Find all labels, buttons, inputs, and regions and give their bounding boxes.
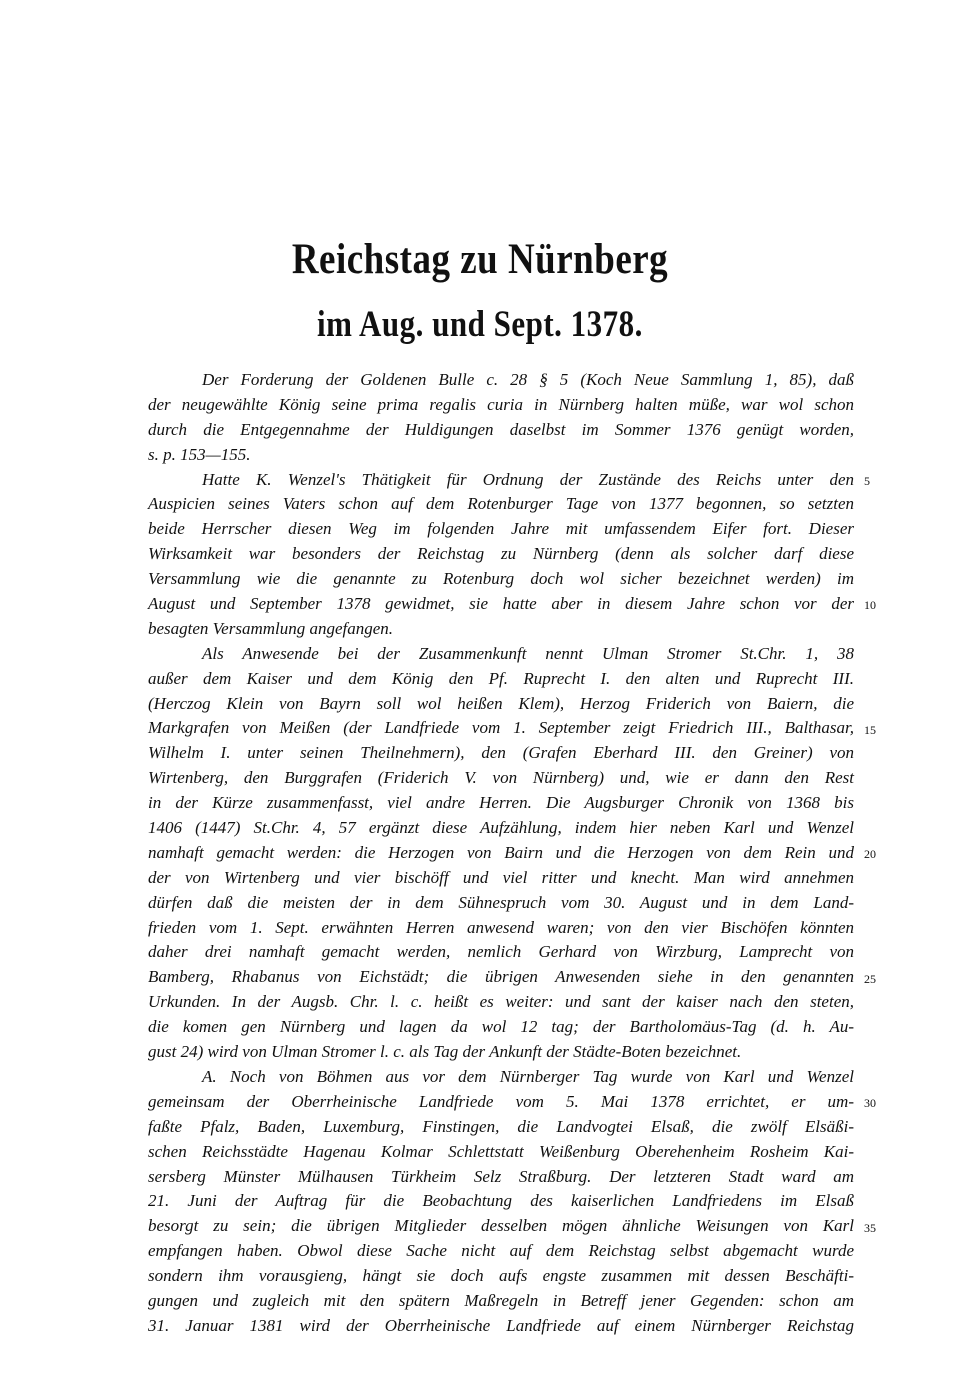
line-number: 20 [864,847,876,861]
text-line: Der Forderung der Goldenen Bulle c. 28 § 5 (Koch Neue Sammlung 1, 85), daß [202,370,854,389]
text-line: Wilhelm I. unter seinen Theilnehmern), den (Grafen Eberhard III. den Greiner) von [148,743,854,763]
line-number: 30 [864,1096,876,1110]
line-number: 35 [864,1221,876,1235]
text-line: 1406 (1447) St.Chr. 4, 57 ergänzt diese Aufzählung, indem hier neben Karl und Wenzel [148,818,854,838]
text-line: 21. Juni der Auftrag für die Beobachtung des kaiserlichen Landfriedens im Elsaß [148,1191,854,1211]
text-line: besorgt zu sein; die übrigen Mitglieder desselben mögen ähnliche Weisungen von Karl [148,1216,854,1236]
text-line: gust 24) wird von Ulman Stromer l. c. als Tag der Ankunft der Städte-Boten bezeichnet. [148,1042,742,1062]
text-line: sersberg Münster Mülhausen Türkheim Selz Straßburg. Der letzteren Stadt ward am [148,1166,854,1186]
text-line: Auspicien seines Vaters schon auf dem Rotenburger Tage von 1377 begonnen, so setzten [148,494,854,514]
text-line: empfangen haben. Obwol diese Sache nicht auf dem Reichstag selbst abgemacht wurde [148,1241,854,1261]
text-line: besagten Versammlung angefangen. [148,618,394,638]
text-line: in der Kürze zusammenfasst, viel andre Herren. Die Augsburger Chronik von 1368 bis [148,793,854,813]
text-line: gungen und zugleich mit den spätern Maßregeln in Betreff jener Gegenden: schon am [148,1290,854,1310]
text-line: Urkunden. In der Augsb. Chr. l. c. heißt es weiter: und sant der kaiser nach den steten, [148,992,854,1012]
text-line: August und September 1378 gewidmet, sie hatte aber in diesem Jahre schon vor der [148,594,854,614]
line-number: 10 [864,598,876,612]
line-number: 15 [864,723,876,737]
text-line: Versammlung wie die genannte zu Rotenburg doch wol sicher bezeichnet werden) im [148,569,854,589]
text-line: der von Wirtenberg und vier bischöff und viel ritter und knecht. Man wird annehmen [148,867,854,887]
text-line: namhaft gemacht werden: die Herzogen von Bairn und die Herzogen von dem Rein und [148,842,854,862]
text-line: Wirtenberg, den Burggrafen (Friderich V. von Nürnberg) und, wie er dann den Rest [148,768,854,788]
text-line: s. p. 153—155. [148,444,251,464]
text-line: außer dem Kaiser und dem König den Pf. Ruprecht I. den alten und Ruprecht III. [148,668,854,688]
page-subtitle: im Aug. und Sept. 1378. [317,302,643,345]
text-line: Bamberg, Rhabanus von Eichstädt; die übrigen Anwesenden siehe in den genannten [148,967,854,987]
text-line: dürfen daß die meisten der in dem Sühnespruch vom 30. August und in dem Land- [148,892,854,912]
text-line: beide Herrscher diesen Weg im folgenden Jahre mit umfassendem Eifer fort. Dieser [148,519,854,539]
text-line: (Herczog Klein von Bayrn soll wol heißen Klem), Herzog Friderich von Baiern, die [148,693,854,713]
text-line: gemeinsam der Oberrheinische Landfriede vom 5. Mai 1378 errichtet, er um- [148,1091,854,1111]
text-line: 31. Januar 1381 wird der Oberrheinische Landfriede auf einem Nürnberger Reichstag [148,1315,854,1335]
text-line: faßte Pfalz, Baden, Luxemburg, Finstingen, die Landvogtei Elsaß, die zwölf Elsäßi- [148,1116,854,1136]
page-title: Reichstag zu Nürnberg [291,235,669,284]
text-line: Als Anwesende bei der Zusammenkunft nennt Ulman Stromer St.Chr. 1, 38 [202,643,854,663]
line-number: 5 [864,474,870,488]
text-line: schen Reichsstädte Hagenau Kolmar Schlettstatt Weißenburg Oberehenheim Rosheim Kai- [148,1141,854,1161]
text-line: der neugewählte König seine prima regalis curia in Nürnberg halten müße, war wol schon [148,394,854,414]
text-line: daher drei namhaft gemacht werden, nemlich Gerhard von Wirzburg, Lamprecht von [148,942,854,962]
text-line: A. Noch von Böhmen aus vor dem Nürnberger Tag wurde von Karl und Wenzel [202,1066,854,1086]
body-text [148,368,854,1339]
text-line: Wirksamkeit war besonders der Reichstag zu Nürnberg (denn als solcher darf diese [148,544,854,564]
text-line: Hatte K. Wenzel's Thätigkeit für Ordnung der Zustände des Reichs unter den [202,469,854,489]
line-number: 25 [864,972,876,986]
text-line: sondern ihm vorausgieng, hängt sie doch aufs engste zusammen mit dessen Beschäfti- [148,1266,854,1286]
text-line: die komen gen Nürnberg und lagen da wol 12 tag; der Bartholomäus-Tag (d. h. Au- [148,1017,854,1037]
text-line: durch die Entgegennahme der Huldigungen daselbst im Sommer 1376 genügt worden, [148,419,854,439]
text-line: Markgrafen von Meißen (der Landfriede vom 1. September zeigt Friedrich III., Balthasar, [148,718,854,738]
text-line: frieden vom 1. Sept. erwähnten Herren anwesend waren; von den vier Bischöfen könnten [148,917,854,937]
